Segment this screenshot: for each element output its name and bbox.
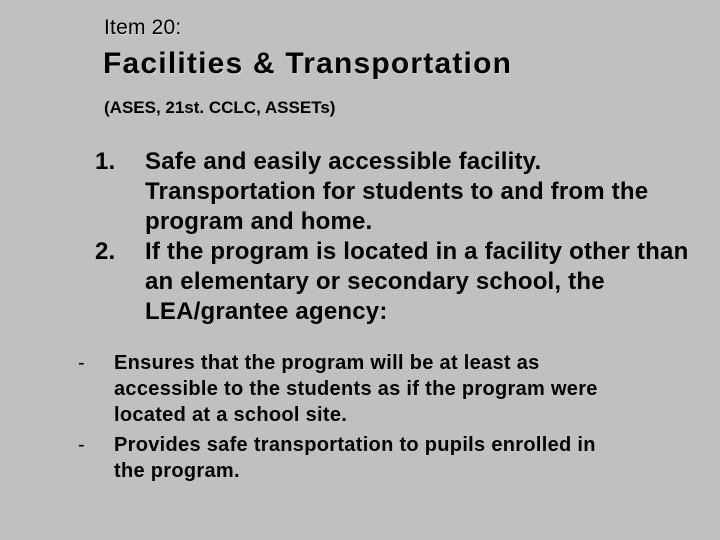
list-item xyxy=(92,147,702,237)
numbered-list xyxy=(92,147,702,327)
slide-subtitle: (ASES, 21st. CCLC, ASSETs) xyxy=(104,98,336,117)
sub-list-item-text: Ensures that the program will be at least as accessible to the students as if the program were located at a school site. xyxy=(114,352,598,426)
sub-list-item xyxy=(78,432,613,484)
list-item-text: Safe and easily accessible facility. Transportation for students to and from the program and home. xyxy=(145,148,649,235)
item-label: Item 20: xyxy=(104,16,182,39)
sub-list-item xyxy=(78,350,613,428)
list-item-text: If the program is located in a facility other than an elementary or secondary school, the LEA/grantee agency: xyxy=(145,238,689,325)
dash-marker: - xyxy=(78,434,85,456)
dash-marker: - xyxy=(78,352,85,374)
list-item-number: 1. xyxy=(95,148,116,175)
sub-list xyxy=(78,350,613,484)
list-item-number: 2. xyxy=(95,238,116,265)
sub-list-container xyxy=(78,340,613,484)
sub-list-item-text: Provides safe transportation to pupils enrolled in the program. xyxy=(114,434,596,482)
list-item xyxy=(92,237,702,327)
slide-title: Facilities & Transportation xyxy=(103,47,513,80)
